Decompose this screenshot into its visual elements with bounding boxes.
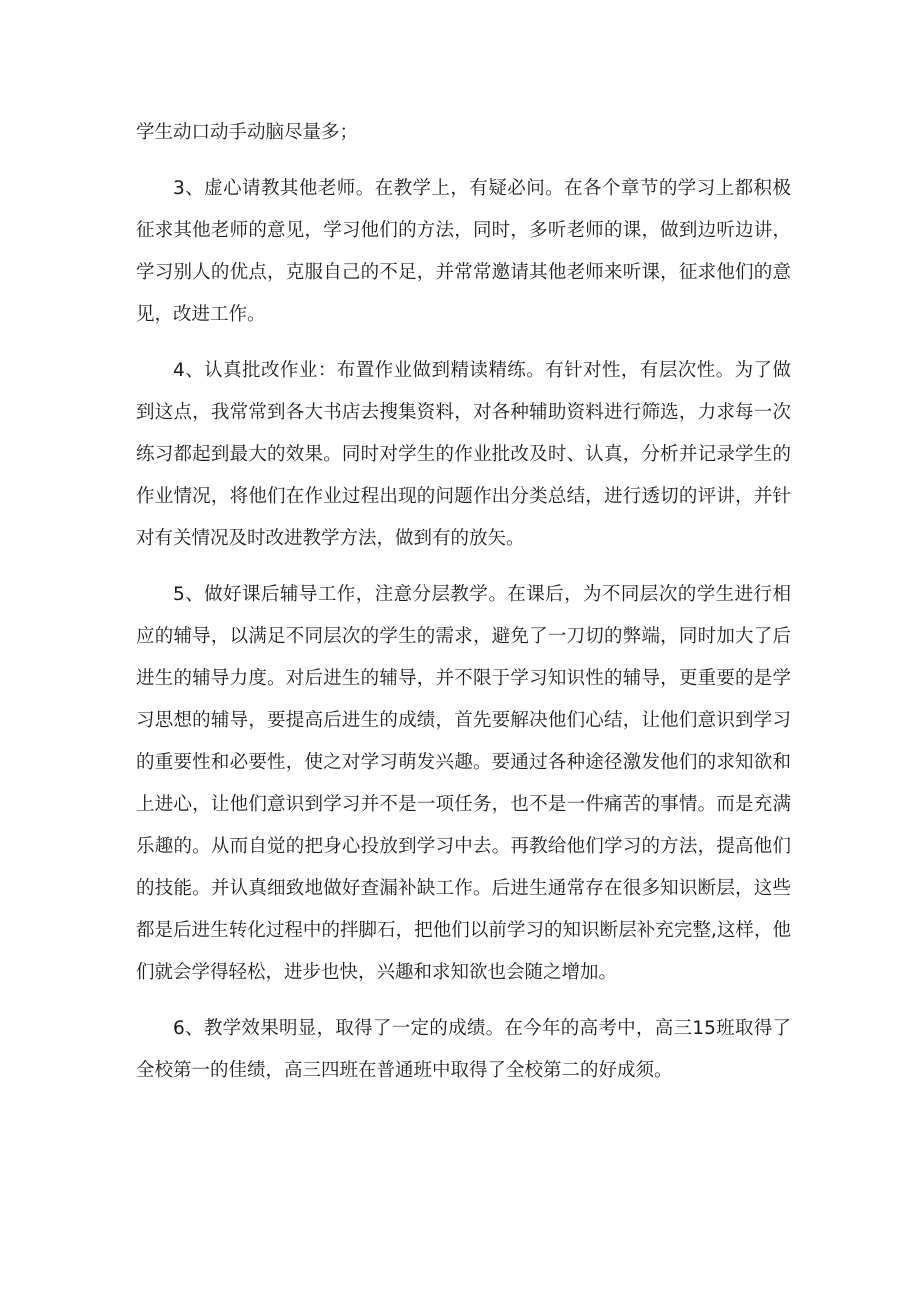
paragraph-item-3: 3、虚心请教其他老师。在教学上，有疑必问。在各个章节的学习上都积极征求其他老师的意见，学习他们的方法，同时，多听老师的课，做到边听边讲，学习别人的优点，克服自己的不足，并常常邀请其他老师来听课，征求他们的意见，改进工作。 — [136, 178, 791, 325]
paragraph-item-5: 5、做好课后辅导工作，注意分层教学。在课后，为不同层次的学生进行相应的辅导，以满足不同层次的学生的需求，避免了一刀切的弊端，同时加大了后进生的辅导力度。对后进生的辅导，并不限于学习知识性的辅导，更重要的是学习思想的辅导，要提高后进生的成绩，首先要解决他们心结，让他们意识到学习的重要性和必要性，使之对学习萌发兴趣。要通过各种途径激发他们的求知欲和上进心，让他们意识到学习并不是一项任务，也不是一件痛苦的事情。而是充满乐趣的。从而自觉的把身心投放到学习中去。再教给他们学习的方法，提高他们的技能。并认真细致地做好查漏补缺工作。后进生通常存在很多知识断层，这些都是后进生转化过程中的拌脚石，把他们以前学习的知识断层补充完整,这样，他们就会学得轻松，进步也快，兴趣和求知欲也会随之增加。 — [136, 584, 791, 983]
paragraph-continuation: 学生动口动手动脑尽量多； — [136, 122, 359, 143]
document-body — [136, 112, 791, 1106]
paragraph-item-6: 6、教学效果明显，取得了一定的成绩。在今年的高考中，高三15班取得了全校第一的佳绩，高三四班在普通班中取得了全校第二的好成须。 — [136, 1018, 791, 1081]
paragraph-item-4: 4、认真批改作业：布置作业做到精读精练。有针对性，有层次性。为了做到这点，我常常到各大书店去搜集资料，对各种辅助资料进行筛选，力求每一次练习都起到最大的效果。同时对学生的作业批改及时、认真，分析并记录学生的作业情况，将他们在作业过程出现的问题作出分类总结，进行透切的评讲，并针对有关情况及时改进教学方法，做到有的放矢。 — [136, 360, 791, 549]
